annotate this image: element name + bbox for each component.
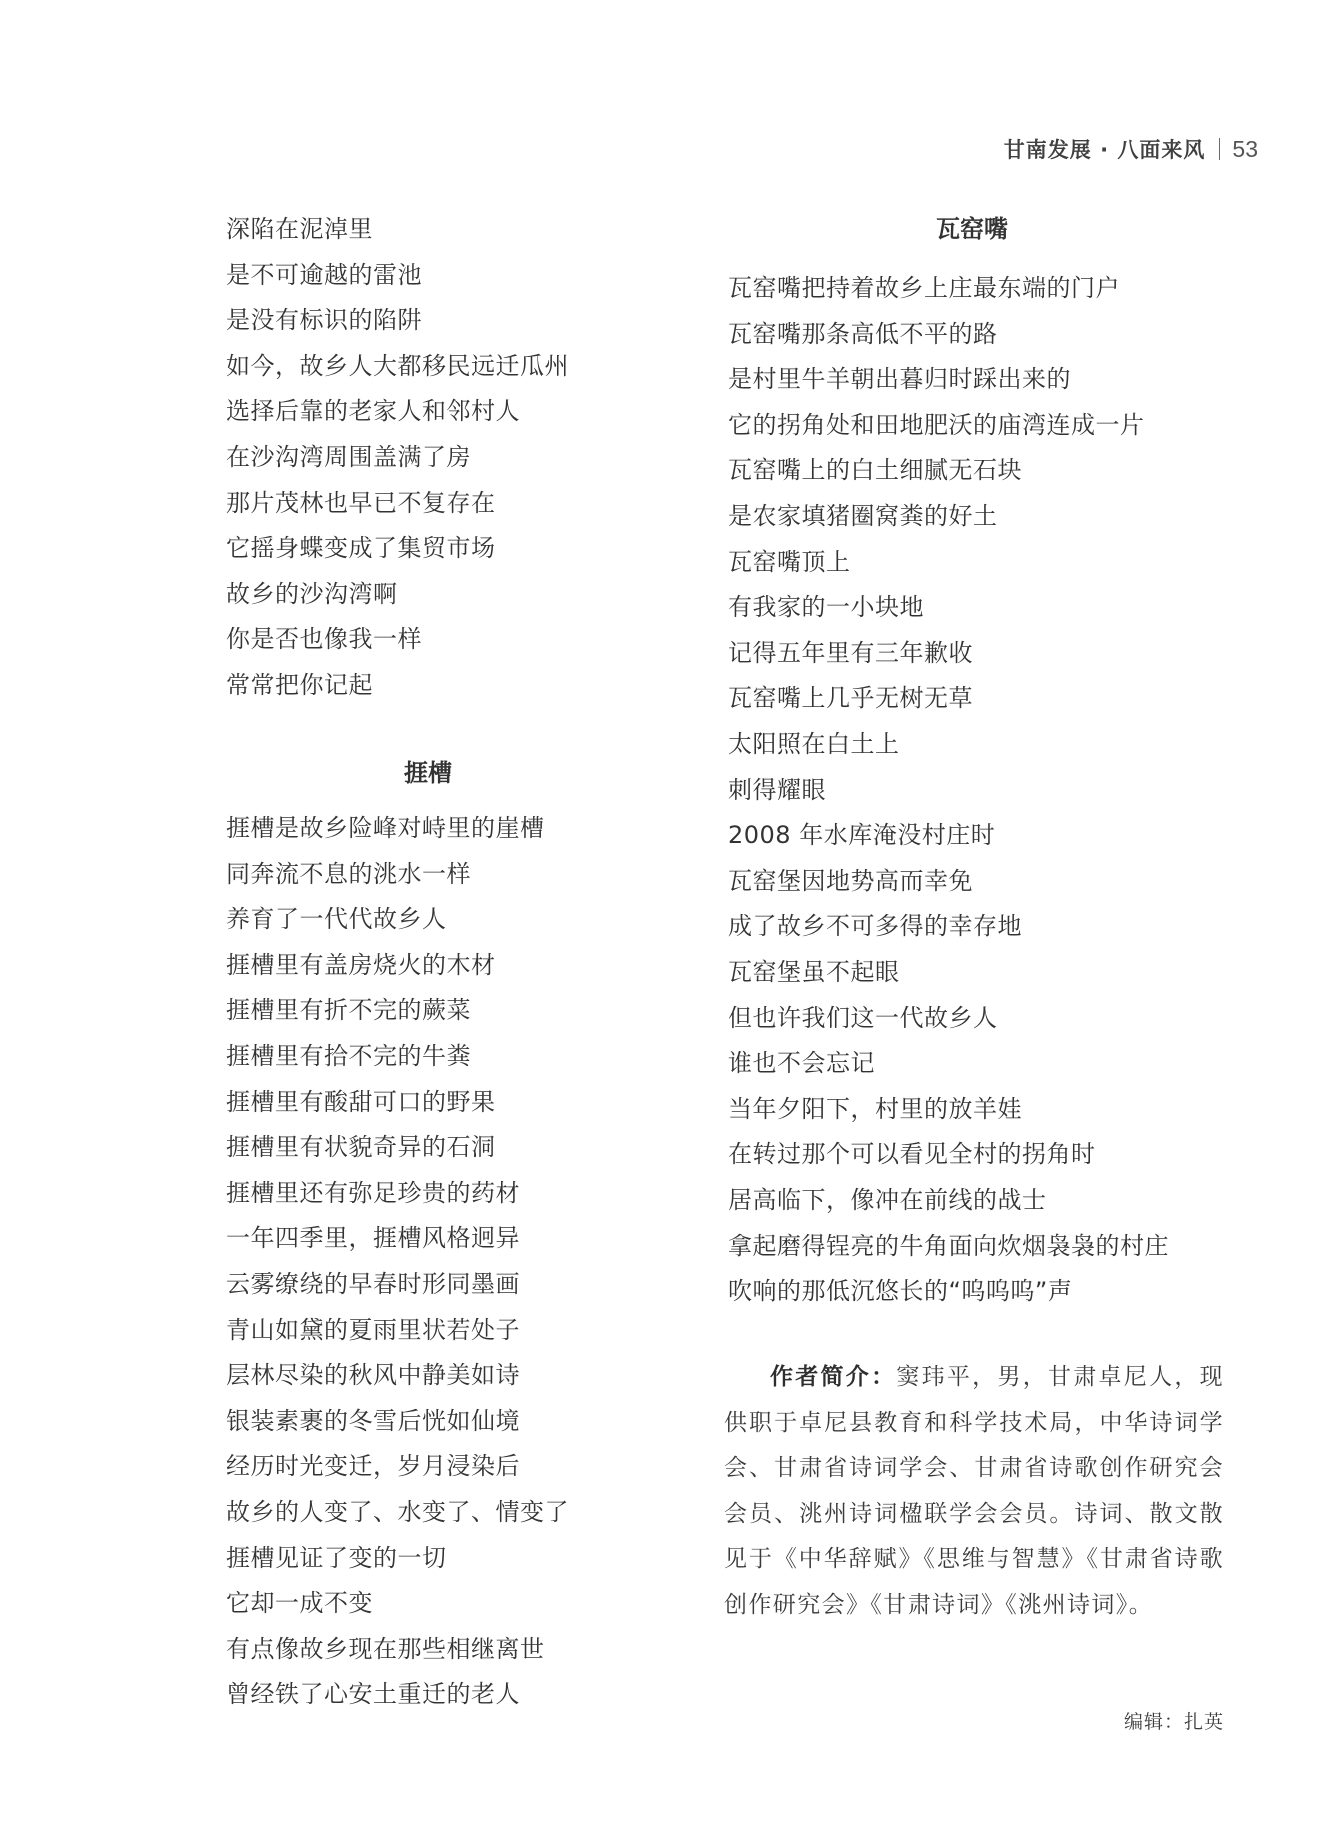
running-header xyxy=(1004,134,1258,164)
page-number: 53 xyxy=(1232,135,1258,162)
bio-label: 作者简介： xyxy=(770,1364,897,1390)
poem-line: 同奔流不息的洮水一样 xyxy=(226,859,471,888)
poem-line: 瓦窑嘴把持着故乡上庄最东端的门户 xyxy=(728,274,1120,302)
poem-line: 瓦窑堡虽不起眼 xyxy=(728,958,900,986)
poem-line: 常常把你记起 xyxy=(226,671,373,699)
poem-line: 深陷在泥淖里 xyxy=(226,215,373,243)
poem-line: 当年夕阳下，村里的放羊娃 xyxy=(728,1094,1022,1123)
poem-line: 2008 年水库淹没村庄时 xyxy=(728,821,996,850)
poem-line: 捱槽里有状貌奇异的石洞 xyxy=(226,1133,496,1162)
poem-line: 养育了一代代故乡人 xyxy=(226,905,447,934)
poem3-title: 瓦窑嘴 xyxy=(936,215,1008,243)
bio-text: 窦玮平，男，甘肃卓尼人，现供职于卓尼县教育和科学技术局，中华诗词学会、甘肃省诗词学会、甘肃省诗歌创作研究会会员、洮州诗词楹联学会会员。诗词、散文散见于《中华辞赋》《思维与智慧》《甘肃省诗歌创作研究会》《甘肃诗词》《洮州诗词》。 xyxy=(724,1364,1225,1618)
poem-line: 它的拐角处和田地肥沃的庙湾连成一片 xyxy=(728,410,1145,439)
poem-line: 一年四季里，捱槽风格迥异 xyxy=(226,1224,520,1253)
poem-line: 捱槽里有酸甜可口的野果 xyxy=(226,1087,496,1116)
poem-line: 层林尽染的秋风中静美如诗 xyxy=(226,1361,520,1390)
poem-line: 它摇身蝶变成了集贸市场 xyxy=(226,534,496,563)
poem-line: 选择后靠的老家人和邻村人 xyxy=(226,397,520,426)
poem-line: 瓦窑嘴上的白土细腻无石块 xyxy=(728,456,1022,485)
poem-line: 有点像故乡现在那些相继离世 xyxy=(226,1634,545,1663)
poem-line: 是农家填猪圈窝粪的好土 xyxy=(728,502,998,530)
poem-line: 有我家的一小块地 xyxy=(728,593,924,622)
poem-line: 捱槽里有拾不完的牛粪 xyxy=(226,1042,471,1070)
poem-line: 捱槽是故乡险峰对峙里的崖槽 xyxy=(226,814,545,842)
poem-line: 如今，故乡人大都移民远迁瓜州 xyxy=(226,351,569,380)
poem-line: 是不可逾越的雷池 xyxy=(226,260,422,289)
editor-credit: 编辑：扎英 xyxy=(1123,1711,1224,1733)
poem-line: 是没有标识的陷阱 xyxy=(226,306,422,335)
poem-line: 捱槽里还有弥足珍贵的药材 xyxy=(226,1178,520,1207)
poem-line: 居高临下，像冲在前线的战士 xyxy=(728,1186,1047,1214)
poem-line: 它却一成不变 xyxy=(226,1589,373,1618)
poem-line: 经历时光变迁，岁月浸染后 xyxy=(226,1452,520,1481)
poem-line: 故乡的人变了、水变了、情变了 xyxy=(226,1498,569,1526)
poem-line: 捱槽里有盖房烧火的木材 xyxy=(226,950,496,979)
poem-line: 你是否也像我一样 xyxy=(226,625,422,654)
poem-line: 吹响的那低沉悠长的“呜呜呜”声 xyxy=(728,1277,1073,1306)
poem-line: 青山如黛的夏雨里状若处子 xyxy=(226,1315,520,1344)
poem-line: 瓦窑堡因地势高而幸免 xyxy=(728,866,973,895)
header-section-title: 甘南发展 · 八面来风 xyxy=(1003,138,1206,162)
poem-line: 瓦窑嘴那条高低不平的路 xyxy=(728,319,998,348)
poem-line: 那片茂林也早已不复存在 xyxy=(226,488,496,517)
poem2-title: 捱槽 xyxy=(404,759,452,787)
poem-line: 云雾缭绕的早春时形同墨画 xyxy=(226,1270,520,1298)
poem-line: 曾经铁了心安土重迁的老人 xyxy=(226,1680,520,1709)
poem-line: 捱槽见证了变的一切 xyxy=(226,1543,447,1572)
poem-line: 在转过那个可以看见全村的拐角时 xyxy=(728,1140,1096,1169)
poem-line: 谁也不会忘记 xyxy=(728,1049,875,1078)
poem-line: 捱槽里有折不完的蕨菜 xyxy=(226,996,471,1025)
header-divider xyxy=(1219,138,1220,160)
poem-line: 记得五年里有三年歉收 xyxy=(728,638,973,667)
poem-line: 在沙沟湾周围盖满了房 xyxy=(226,443,471,471)
poem-line: 刺得耀眼 xyxy=(728,775,826,804)
poem-line: 成了故乡不可多得的幸存地 xyxy=(728,912,1022,941)
author-bio xyxy=(724,1355,1224,1628)
poem-line: 瓦窑嘴上几乎无树无草 xyxy=(728,684,973,713)
poem-line: 瓦窑嘴顶上 xyxy=(728,547,851,576)
poem-line: 太阳照在白土上 xyxy=(728,730,900,758)
poem-line: 但也许我们这一代故乡人 xyxy=(728,1003,998,1032)
poem-line: 拿起磨得锃亮的牛角面向炊烟袅袅的村庄 xyxy=(728,1231,1169,1260)
poem-line: 故乡的沙沟湾啊 xyxy=(226,579,398,608)
poem-line: 银装素裹的冬雪后恍如仙境 xyxy=(226,1406,520,1435)
poem-line: 是村里牛羊朝出暮归时踩出来的 xyxy=(728,365,1071,394)
